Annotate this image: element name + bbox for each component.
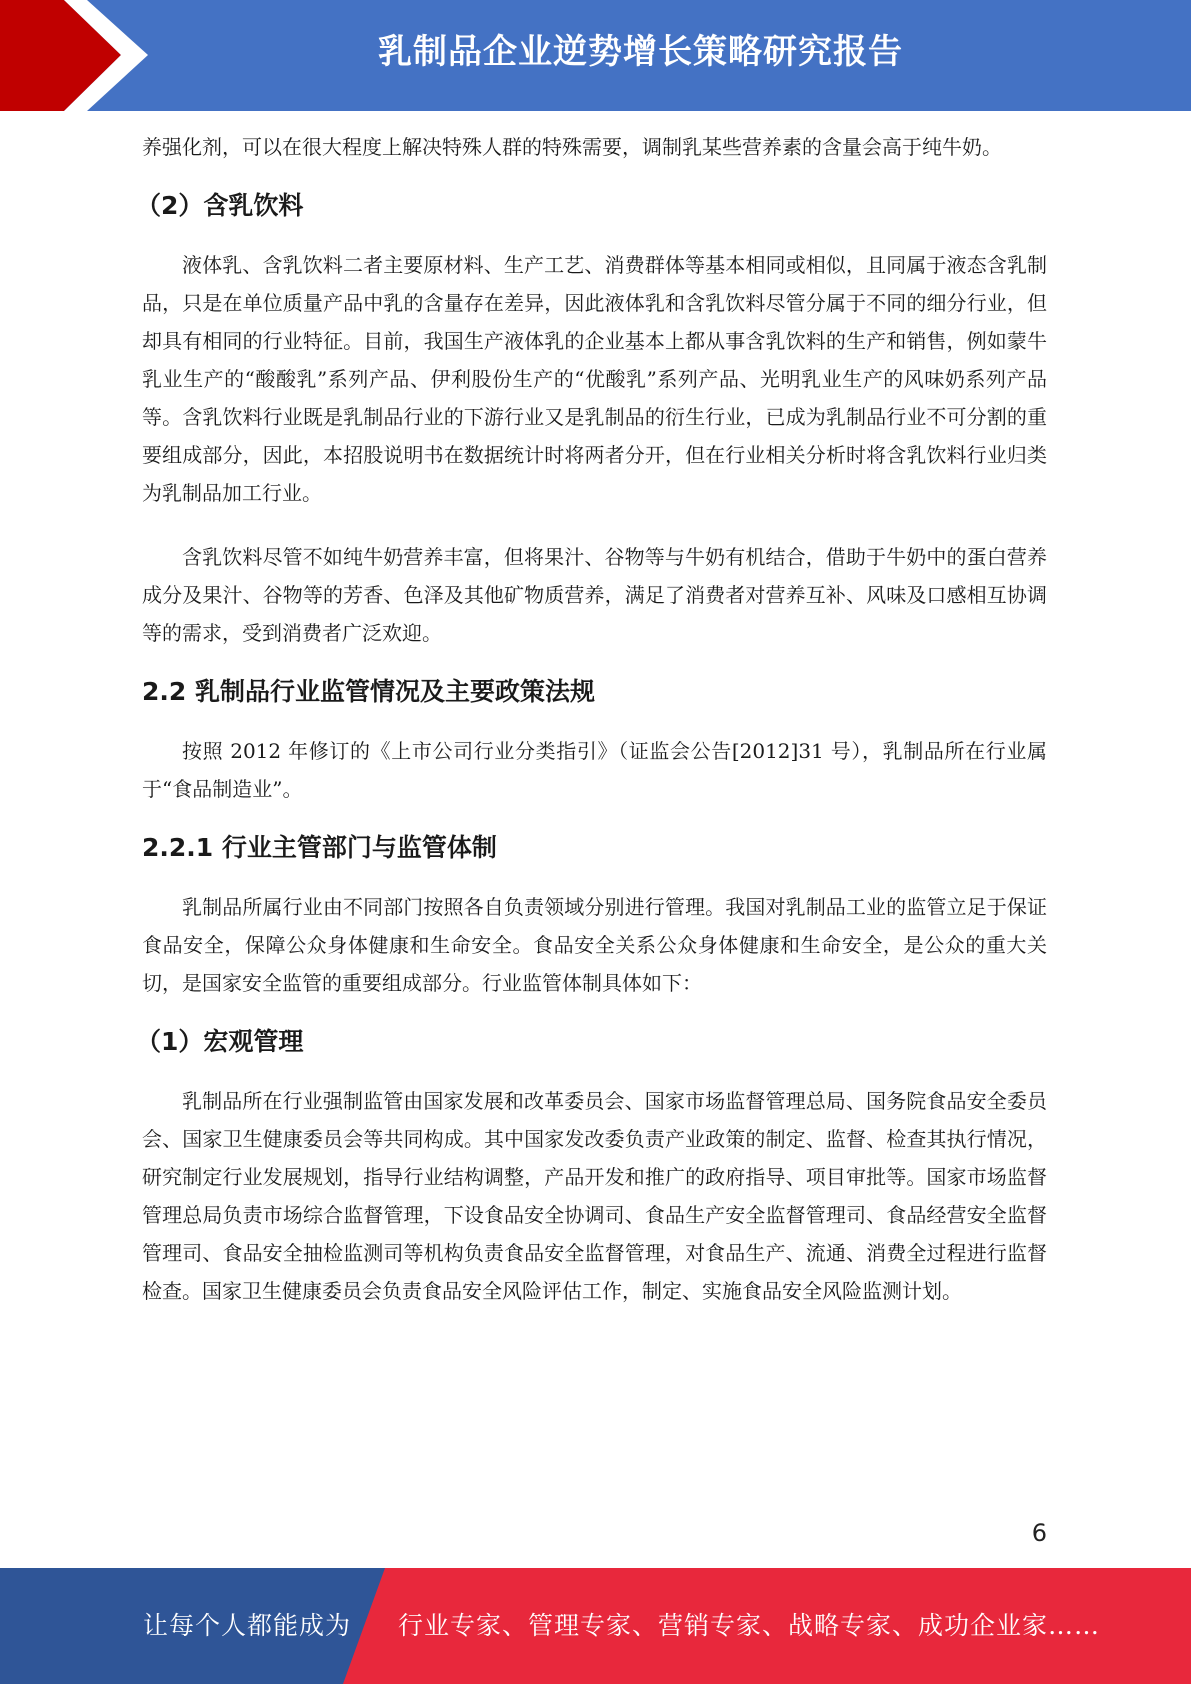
heading-dairy-drinks: （2）含乳饮料 (136, 191, 304, 220)
paragraph-intro: 养强化剂，可以在很大程度上解决特殊人群的特殊需要，调制乳某些营养素的含量会高于纯牛奶。 (142, 135, 1002, 159)
footer-banner (0, 1568, 1191, 1684)
report-title: 乳制品企业逆势增长策略研究报告 (378, 32, 903, 72)
paragraph-section-2-2: 按照 2012 年修订的《上市公司行业分类指引》（证监会公告[2012]31 号），乳制品所在行业属于“食品制造业”。 (142, 739, 1047, 801)
paragraph-macro-management: 乳制品所在行业强制监管由国家发展和改革委员会、国家市场监督管理总局、国务院食品安全委员会、国家卫生健康委员会等共同构成。其中国家发改委负责产业政策的制定、监督、检查其执行情况，研究制定行业发展规划，指导行业结构调整，产品开发和推广的政府指导、项目审批等。国家市场监督管理总局负责市场综合监督管理，下设食品安全协调司、食品生产安全监督管理司、食品经营安全监督管理司、食品安全抽检监测司等机构负责食品安全监督管理，对食品生产、流通、消费全过程进行监督检查。国家卫生健康委员会负责食品安全风险评估工作，制定、实施食品安全风险监测计划。 (142, 1089, 1047, 1303)
header-banner (0, 0, 1191, 111)
paragraph-dairy-drinks-2: 含乳饮料尽管不如纯牛奶营养丰富，但将果汁、谷物等与牛奶有机结合，借助于牛奶中的蛋白营养成分及果汁、谷物等的芳香、色泽及其他矿物质营养，满足了消费者对营养互补、风味及口感相互协调等的需求，受到消费者广泛欢迎。 (142, 545, 1047, 645)
heading-section-2-2: 2.2 乳制品行业监管情况及主要政策法规 (142, 677, 595, 706)
footer-slogan-left: 让每个人都能成为 (143, 1611, 352, 1640)
paragraph-dairy-drinks-1: 液体乳、含乳饮料二者主要原材料、生产工艺、消费群体等基本相同或相似，且同属于液态含乳制品，只是在单位质量产品中乳的含量存在差异，因此液体乳和含乳饮料尽管分属于不同的细分行业，但却具有相同的行业特征。目前，我国生产液体乳的企业基本上都从事含乳饮料的生产和销售，例如蒙牛乳业生产的“酸酸乳”系列产品、伊利股份生产的“优酸乳”系列产品、光明乳业生产的风味奶系列产品等。含乳饮料行业既是乳制品行业的下游行业又是乳制品的衍生行业，已成为乳制品行业不可分割的重要组成部分，因此，本招股说明书在数据统计时将两者分开，但在行业相关分析时将含乳饮料行业归类为乳制品加工行业。 (142, 253, 1047, 505)
document-body (136, 128, 1047, 1310)
heading-macro-management: （1）宏观管理 (136, 1027, 304, 1056)
heading-section-2-2-1: 2.2.1 行业主管部门与监管体制 (142, 833, 497, 862)
footer-slogan-right: 行业专家、管理专家、营销专家、战略专家、成功企业家…… (398, 1611, 1101, 1640)
paragraph-section-2-2-1: 乳制品所属行业由不同部门按照各自负责领域分别进行管理。我国对乳制品工业的监管立足于保证食品安全，保障公众身体健康和生命安全。食品安全关系公众身体健康和生命安全，是公众的重大关切，是国家安全监管的重要组成部分。行业监管体制具体如下： (142, 895, 1047, 995)
page-number: 6 (1031, 1519, 1047, 1547)
